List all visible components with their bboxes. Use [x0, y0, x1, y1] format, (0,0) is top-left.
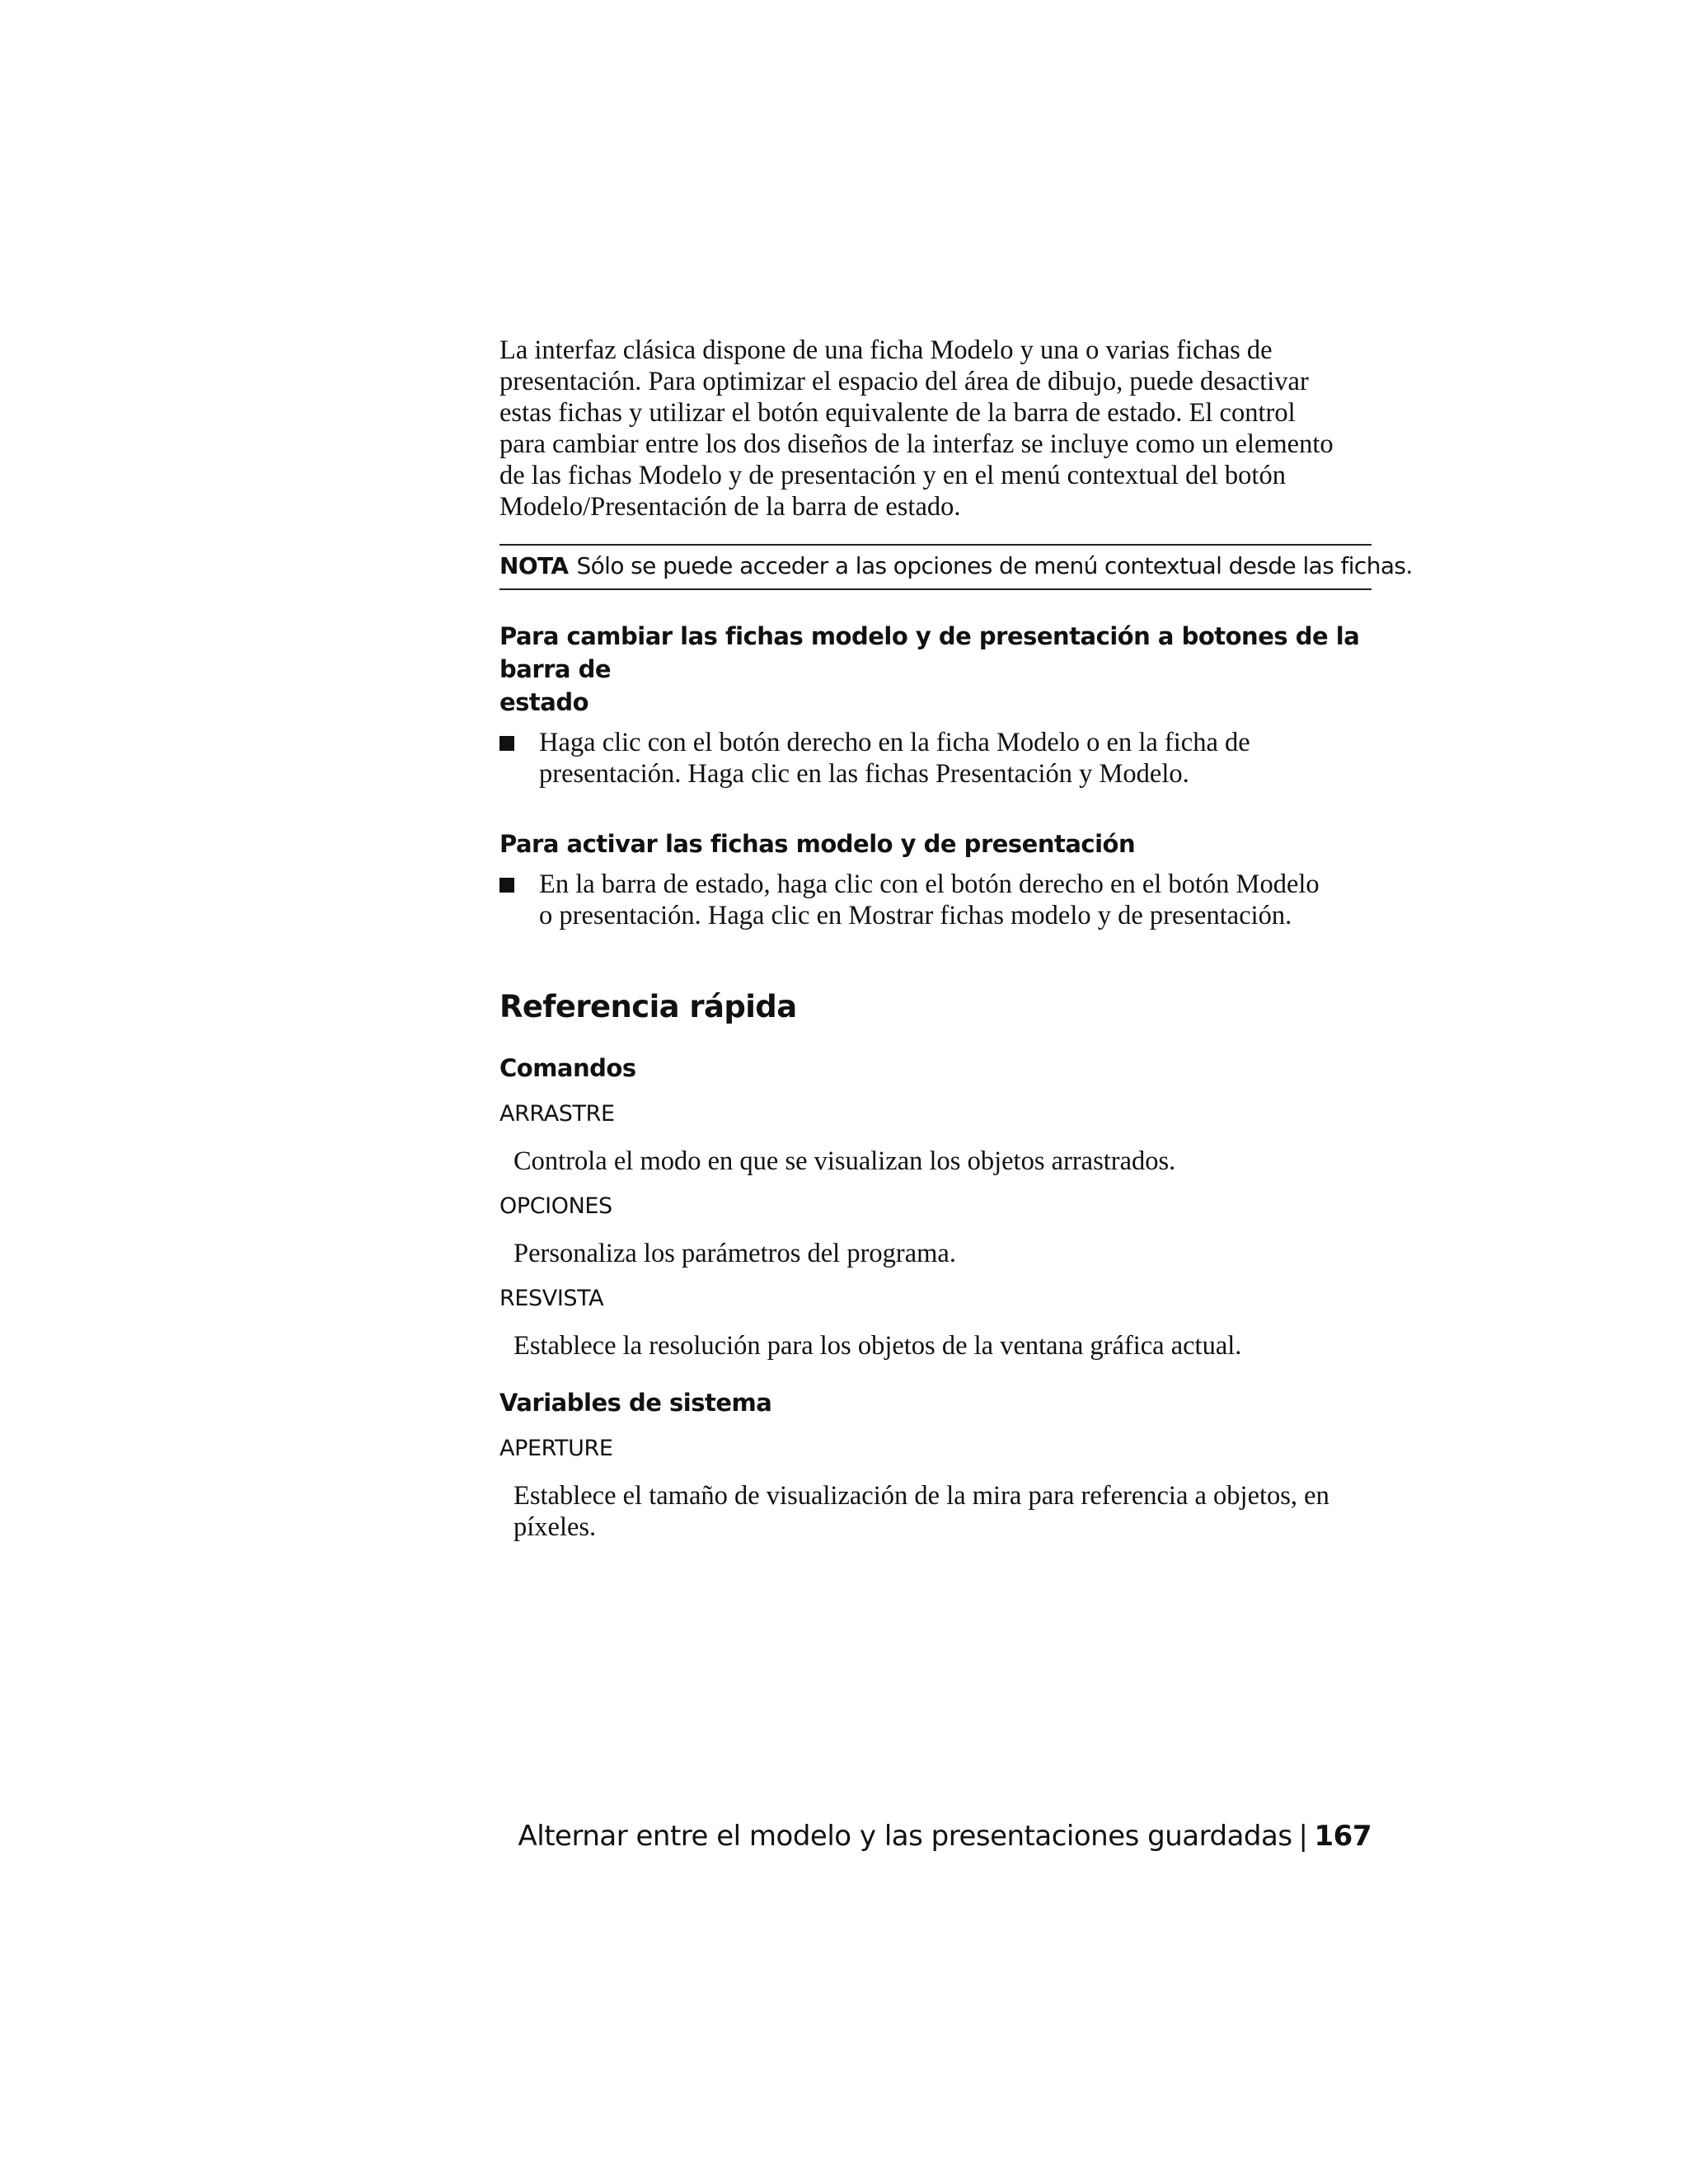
step-line: o presentación. Haga clic en Mostrar fichas modelo y de presentación.: [539, 901, 1292, 930]
intro-line: presentación. Para optimizar el espacio del área de dibujo, puede desactivar: [499, 367, 1309, 396]
chapter-title: Alternar entre el modelo y las presentaciones guardadas: [518, 1820, 1292, 1853]
step-line: En la barra de estado, haga clic con el botón derecho en el botón Modelo: [539, 869, 1320, 899]
command-term: ARRASTRE: [499, 1101, 615, 1127]
command-term: RESVISTA: [499, 1286, 604, 1311]
intro-line: para cambiar entre los dos diseños de la interfaz se incluye como un elemento: [499, 429, 1334, 459]
system-variable-term: APERTURE: [499, 1436, 613, 1461]
description-line: Controla el modo en que se visualizan los objetos arrastrados.: [513, 1146, 1176, 1176]
intro-paragraph: [499, 335, 1372, 523]
intro-line: estas fichas y utilizar el botón equivalente de la barra de estado. El control: [499, 398, 1296, 428]
description-line: Personaliza los parámetros del programa.: [513, 1239, 956, 1268]
footer-separator: |: [1298, 1820, 1308, 1853]
command-description: [513, 1330, 1372, 1361]
procedure-step: [499, 727, 1372, 790]
command-description: [513, 1146, 1372, 1177]
section-title: Referencia rápida: [499, 989, 797, 1024]
step-line: Haga clic con el botón derecho en la ficha Modelo o en la ficha de: [539, 728, 1250, 757]
page-number: 167: [1314, 1820, 1372, 1853]
intro-line: de las fichas Modelo y de presentación y en el menú contextual del botón: [499, 461, 1286, 490]
step-line: presentación. Haga clic en las fichas Presentación y Modelo.: [539, 759, 1189, 789]
description-line: píxeles.: [513, 1512, 597, 1542]
command-term: OPCIONES: [499, 1193, 612, 1219]
command-description: [513, 1238, 1372, 1269]
description-line: Establece el tamaño de visualización de la mira para referencia a objetos, en: [513, 1481, 1329, 1511]
commands-heading: Comandos: [499, 1054, 636, 1082]
page-content: [499, 335, 1413, 1543]
system-variable-description: [513, 1480, 1372, 1543]
note-label: NOTA: [499, 552, 569, 579]
intro-line: La interfaz clásica dispone de una ficha Modelo y una o varias fichas de: [499, 335, 1273, 365]
note-text: Sólo se puede acceder a las opciones de menú contextual desde las fichas.: [576, 552, 1413, 579]
description-line: Establece la resolución para los objetos de la ventana gráfica actual.: [513, 1331, 1242, 1361]
intro-line: Modelo/Presentación de la barra de estado.: [499, 492, 961, 522]
square-bullet-icon: [499, 736, 514, 751]
procedure-title-line: Para activar las fichas modelo y de presentación: [499, 830, 1136, 858]
procedure-step-text: [539, 869, 1372, 931]
procedure-title: [499, 827, 1372, 860]
note-box: [499, 544, 1413, 590]
page-footer: [518, 1818, 1372, 1854]
procedure-title-line: Para cambiar las fichas modelo y de presentación a botones de la barra de: [499, 622, 1360, 683]
procedure-title: [499, 620, 1372, 719]
procedure-step: [499, 869, 1372, 931]
procedure-title-line: estado: [499, 688, 589, 716]
procedure-step-text: [539, 727, 1372, 790]
square-bullet-icon: [499, 878, 514, 893]
system-variables-heading: Variables de sistema: [499, 1389, 772, 1417]
